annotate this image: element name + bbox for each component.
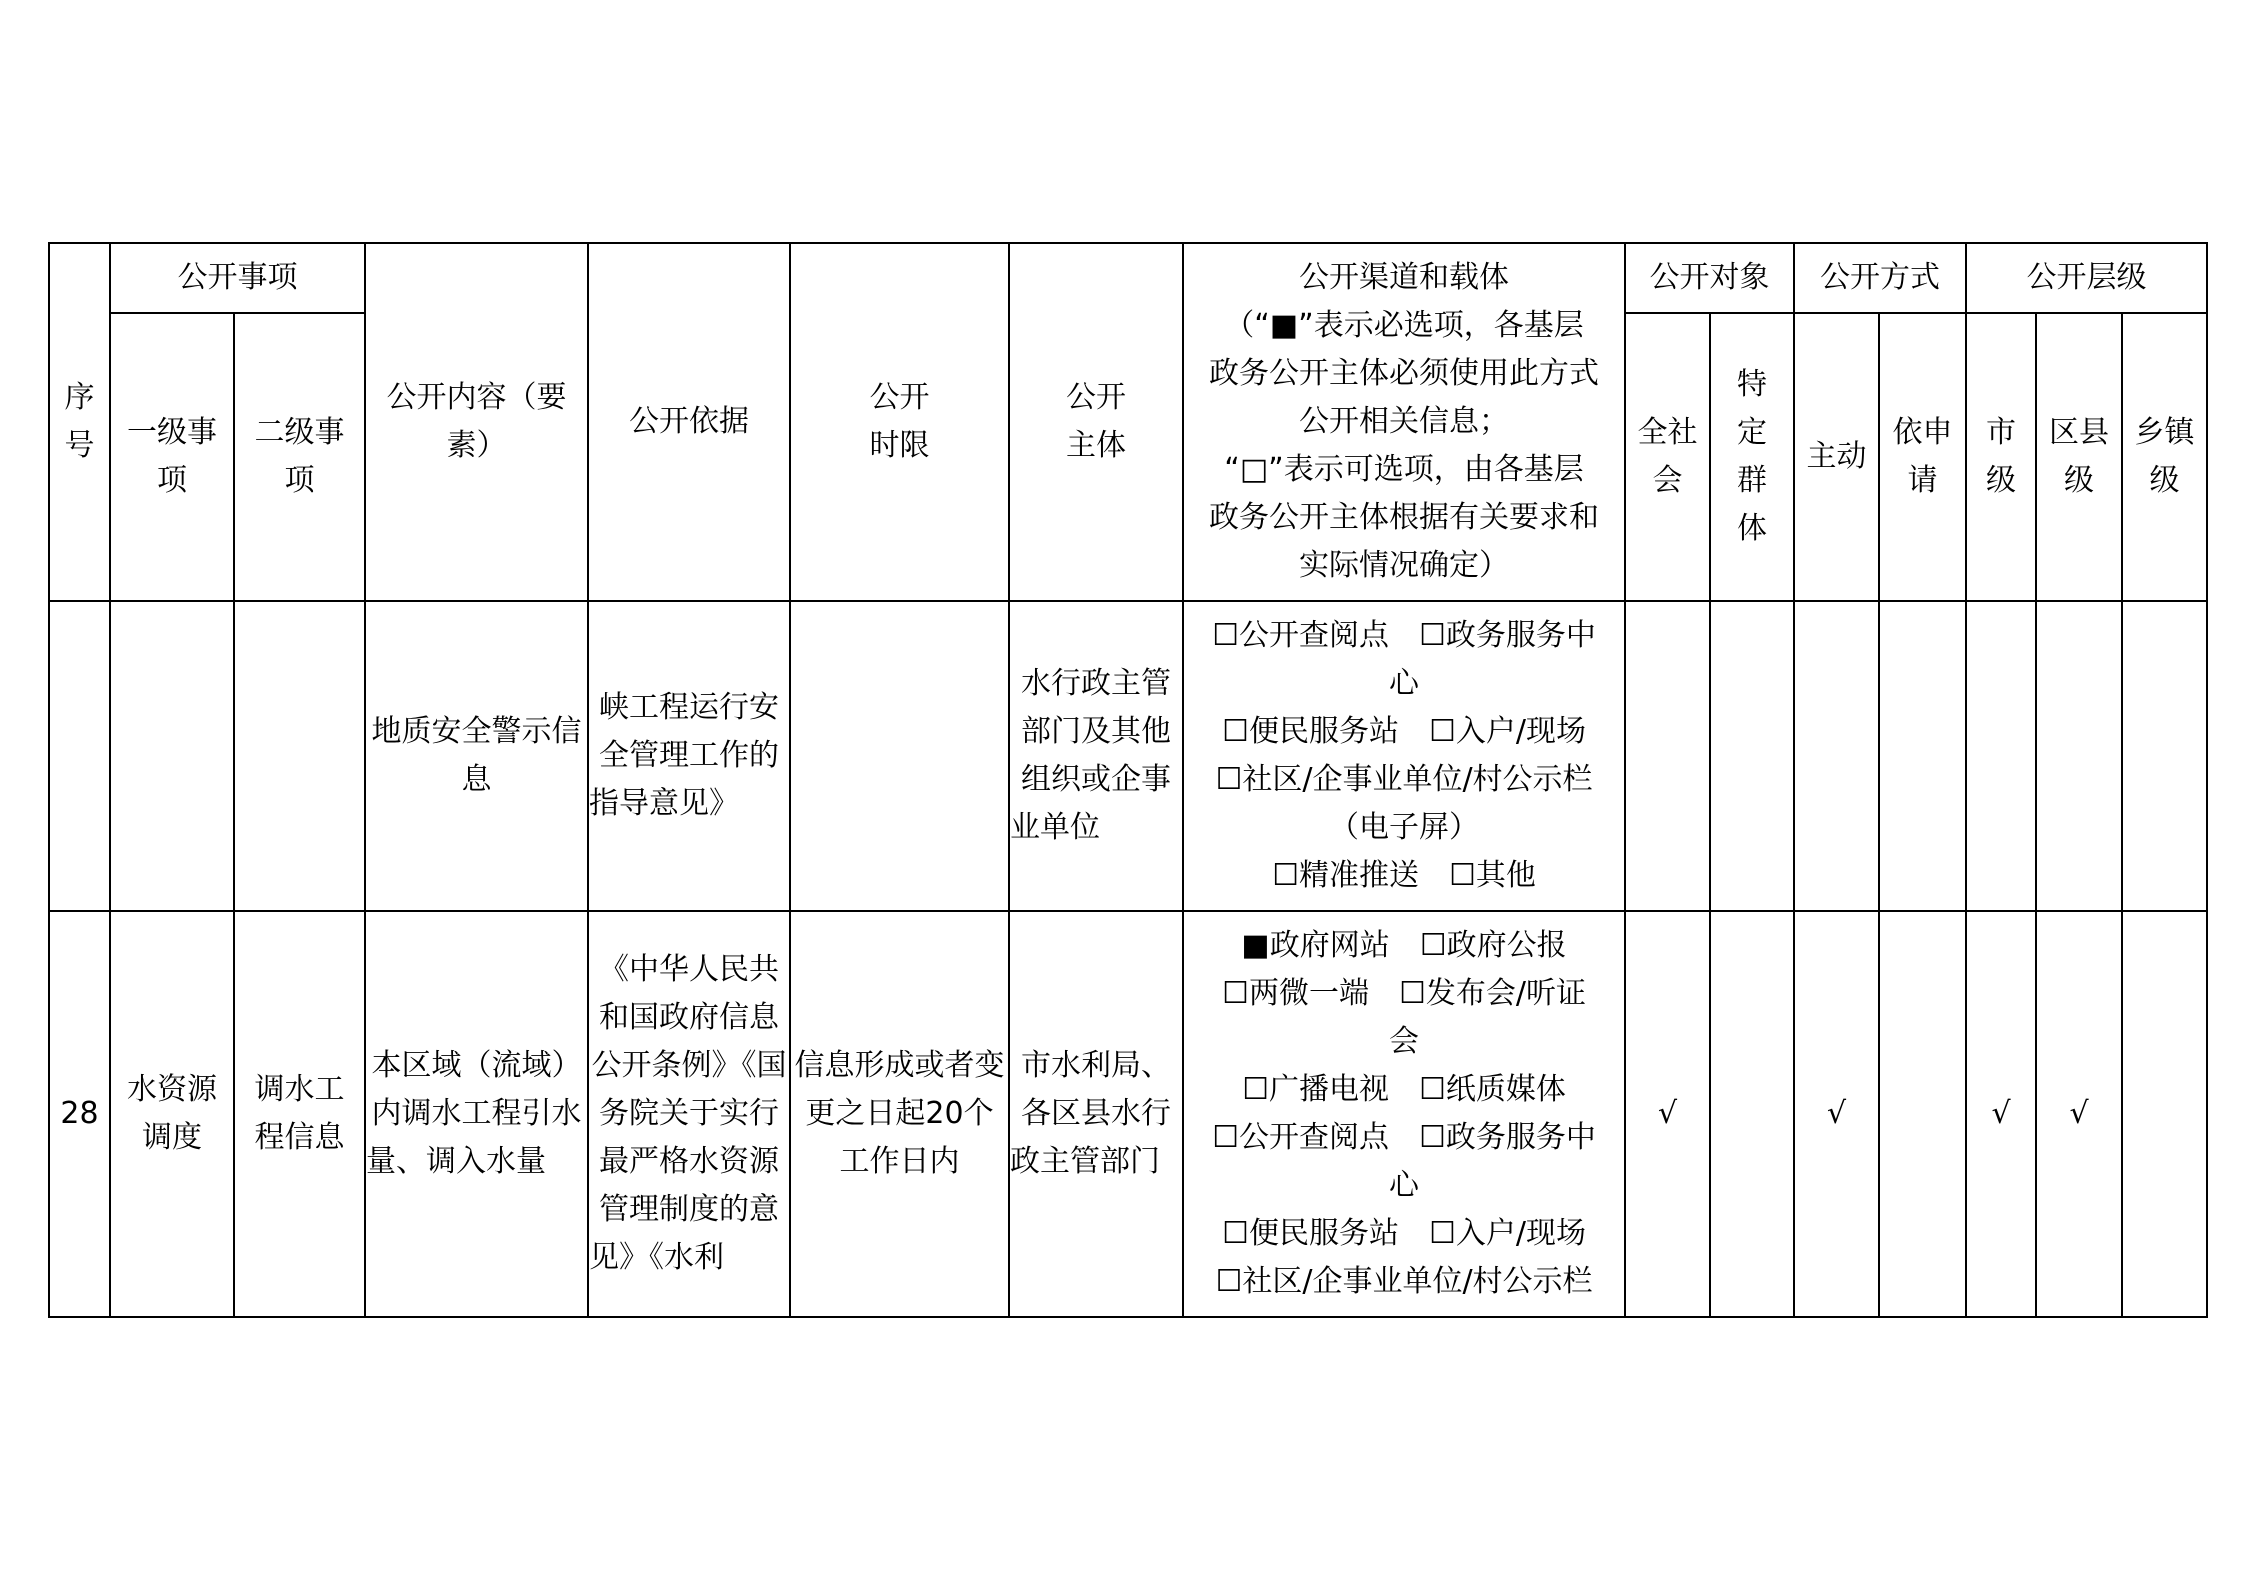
channel-line: ☐精准推送 ☐其他: [1272, 858, 1536, 893]
cell-method-request: [1879, 601, 1966, 911]
header-channel-note-line: “□”表示可选项，由各基层: [1224, 452, 1584, 487]
channel-line: （电子屏）: [1329, 810, 1479, 845]
header-item-l1: [110, 313, 234, 601]
cell-channels: [1183, 601, 1625, 911]
header-level-county: [2036, 313, 2122, 601]
table-row: [49, 601, 2207, 911]
header-row-1: [49, 243, 2207, 313]
cell-level-city: √: [1966, 911, 2036, 1317]
cell-level-town: [2122, 601, 2207, 911]
header-item-l2: [234, 313, 365, 601]
cell-item-l2: [234, 911, 365, 1317]
header-channel-note-line: 政务公开主体根据有关要求和: [1209, 500, 1599, 535]
header-item-l1-text: 一级事项: [127, 415, 217, 498]
header-method-request-text: 依申请: [1892, 415, 1953, 498]
channel-line: ☐便民服务站 ☐入户/现场: [1222, 714, 1586, 749]
header-seq-text: 序号: [64, 380, 95, 463]
channel-line: 心: [1389, 1168, 1419, 1203]
cell-level-county: √: [2036, 911, 2122, 1317]
cell-method-request: [1879, 911, 1966, 1317]
header-subject-text: 公开主体: [1066, 380, 1126, 463]
cell-item-l1: [110, 911, 234, 1317]
header-level-town-text: 乡镇级: [2134, 415, 2195, 498]
header-audience-all-text: 全社会: [1637, 415, 1698, 498]
channel-line: ☐公开查阅点 ☐政务服务中: [1212, 1120, 1596, 1155]
header-audience-specific-text: 特定群体: [1737, 367, 1767, 546]
channel-line: ☐社区/企事业单位/村公示栏: [1215, 762, 1593, 797]
cell-basis: 峡工程运行安全管理工作的指导意见》: [588, 601, 790, 911]
header-channel-note-line: 政务公开主体必须使用此方式: [1209, 356, 1599, 391]
cell-content: 本区域（流域）内调水工程引水量、调入水量: [365, 911, 588, 1317]
cell-seq: [49, 601, 110, 911]
channel-line: ☐两微一端 ☐发布会/听证: [1222, 976, 1586, 1011]
cell-item-l2-text: 调水工程信息: [254, 1072, 345, 1155]
header-level-city: [1966, 313, 2036, 601]
channel-line: 心: [1389, 666, 1419, 701]
cell-level-county: [2036, 601, 2122, 911]
header-content: [365, 243, 588, 601]
disclosure-table: [48, 242, 2208, 1318]
cell-content: 地质安全警示信息: [365, 601, 588, 911]
header-channel-title: 公开渠道和载体: [1299, 260, 1509, 295]
cell-audience-specific: [1710, 911, 1794, 1317]
header-method-active: 主动: [1794, 313, 1879, 601]
cell-item-l1-text: 水资源调度: [127, 1072, 217, 1155]
header-level-city-text: 市级: [1986, 415, 2016, 498]
cell-subject: 市水利局、各区县水行政主管部门: [1009, 911, 1183, 1317]
header-channel: [1183, 243, 1625, 601]
cell-method-active: √: [1794, 911, 1879, 1317]
cell-audience-all: [1625, 601, 1710, 911]
header-channel-note-line: 公开相关信息；: [1299, 404, 1509, 439]
channel-line: ☐社区/企事业单位/村公示栏: [1215, 1264, 1593, 1299]
header-subject: [1009, 243, 1183, 601]
cell-time-limit: 信息形成或者变更之日起20个工作日内: [790, 911, 1009, 1317]
cell-audience-all: √: [1625, 911, 1710, 1317]
header-channel-note-line: 实际情况确定）: [1299, 548, 1509, 583]
cell-time-limit: [790, 601, 1009, 911]
cell-method-active: [1794, 601, 1879, 911]
header-item-l2-text: 二级事项: [254, 415, 345, 498]
channel-line: ☐便民服务站 ☐入户/现场: [1222, 1216, 1586, 1251]
channel-line: ☐公开查阅点 ☐政务服务中: [1212, 618, 1596, 653]
header-time-limit-text: 公开时限: [869, 380, 930, 463]
header-method-group: 公开方式: [1794, 243, 1966, 313]
cell-audience-specific: [1710, 601, 1794, 911]
cell-item-l2: [234, 601, 365, 911]
header-audience-specific: [1710, 313, 1794, 601]
header-method-request: [1879, 313, 1966, 601]
header-level-group: 公开层级: [1966, 243, 2207, 313]
table-row: [49, 911, 2207, 1317]
cell-level-town: [2122, 911, 2207, 1317]
cell-level-city: [1966, 601, 2036, 911]
header-channel-note-line: （“■”表示必选项，各基层: [1224, 308, 1584, 343]
cell-channels: [1183, 911, 1625, 1317]
header-time-limit: [790, 243, 1009, 601]
cell-subject: 水行政主管部门及其他组织或企事业单位: [1009, 601, 1183, 911]
header-audience-group: 公开对象: [1625, 243, 1794, 313]
header-seq: [49, 243, 110, 601]
cell-seq: 28: [49, 911, 110, 1317]
header-items-group: 公开事项: [110, 243, 365, 313]
channel-line: ☐广播电视 ☐纸质媒体: [1242, 1072, 1566, 1107]
channel-line: 会: [1389, 1024, 1419, 1059]
header-basis: 公开依据: [588, 243, 790, 601]
channel-line: ■政府网站 ☐政府公报: [1241, 928, 1567, 963]
header-content-text: 公开内容（要素）: [386, 380, 567, 463]
cell-basis: 《中华人民共和国政府信息公开条例》《国务院关于实行最严格水资源管理制度的意见》《水利: [588, 911, 790, 1317]
header-level-county-text: 区县级: [2049, 415, 2109, 498]
cell-item-l1: [110, 601, 234, 911]
header-audience-all: [1625, 313, 1710, 601]
header-level-town: [2122, 313, 2207, 601]
